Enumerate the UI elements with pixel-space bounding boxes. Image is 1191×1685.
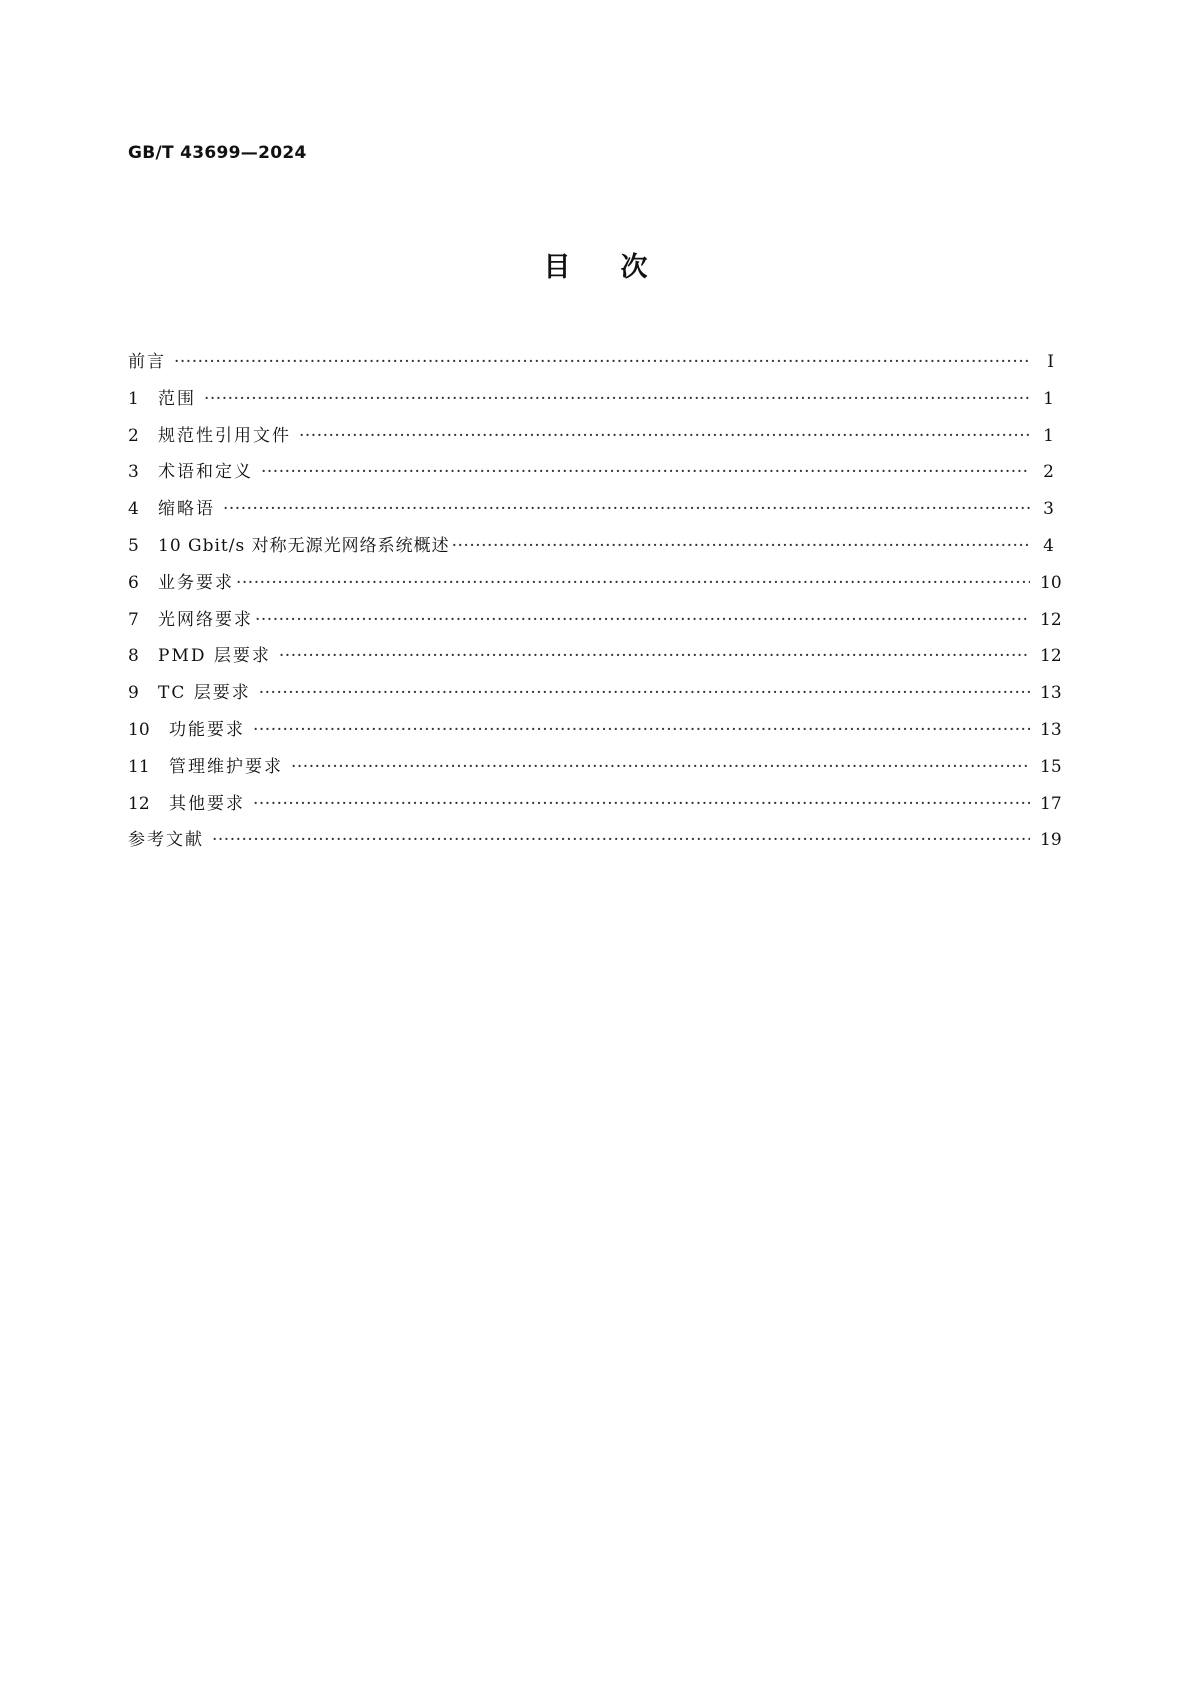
toc-entry-number: 2 bbox=[128, 425, 139, 446]
toc-entry-page: 10 bbox=[1040, 572, 1062, 593]
toc-entry-number: 11 bbox=[128, 756, 150, 777]
toc-entry-page: 15 bbox=[1040, 756, 1062, 777]
toc-entry-page: 13 bbox=[1040, 683, 1062, 704]
toc-entry-page: 1 bbox=[1043, 388, 1054, 409]
toc-leader-dots bbox=[204, 381, 1030, 418]
toc-entry-page: 1 bbox=[1043, 425, 1054, 446]
toc-entry-label: 业务要求 bbox=[158, 572, 234, 593]
toc-leader-dots bbox=[236, 565, 1030, 602]
toc-entry-number: 9 bbox=[128, 683, 139, 704]
toc-entry-label: 规范性引用文件 bbox=[158, 425, 291, 446]
toc-entry-label: 10 Gbit/s 对称无源光网络系统概述 bbox=[158, 535, 450, 556]
toc-entry-3[interactable] bbox=[128, 454, 1054, 491]
toc-leader-dots bbox=[253, 712, 1030, 749]
toc-entry-5[interactable] bbox=[128, 528, 1054, 565]
toc-leader-dots bbox=[261, 454, 1030, 491]
toc-entry-number: 5 bbox=[128, 535, 139, 556]
toc-entry-page: 12 bbox=[1040, 609, 1062, 630]
toc-entry-label: 功能要求 bbox=[169, 719, 245, 740]
toc-entry-page: 13 bbox=[1040, 719, 1062, 740]
toc-entry-page: 4 bbox=[1043, 535, 1054, 556]
toc-title: 目次 bbox=[543, 252, 698, 283]
toc-leader-dots bbox=[253, 786, 1030, 823]
toc-entry-number: 1 bbox=[128, 388, 139, 409]
toc-entry-4[interactable] bbox=[128, 491, 1054, 528]
toc-entry-number: 7 bbox=[128, 609, 139, 630]
toc-entry-label: 其他要求 bbox=[169, 793, 245, 814]
toc-entry-label: 管理维护要求 bbox=[169, 756, 283, 777]
toc-entry-label: 缩略语 bbox=[158, 499, 215, 520]
toc-leader-dots bbox=[291, 749, 1030, 786]
toc-entry-page: Ⅰ bbox=[1047, 352, 1054, 372]
toc-entry-label: 术语和定义 bbox=[158, 462, 253, 483]
toc-entry-foreword[interactable] bbox=[128, 344, 1054, 381]
toc-entry-7[interactable] bbox=[128, 602, 1062, 639]
toc-entry-11[interactable] bbox=[128, 749, 1062, 786]
toc-leader-dots bbox=[223, 491, 1030, 528]
toc-leader-dots bbox=[279, 638, 1030, 675]
toc-entry-1[interactable] bbox=[128, 381, 1054, 418]
toc-entry-10[interactable] bbox=[128, 712, 1062, 749]
toc-entry-references[interactable] bbox=[128, 822, 1062, 859]
toc-leader-dots bbox=[255, 602, 1030, 639]
toc-entry-number: 10 bbox=[128, 719, 150, 740]
toc-entry-6[interactable] bbox=[128, 565, 1062, 602]
standard-code: GB/T 43699—2024 bbox=[128, 143, 307, 163]
toc-entry-number: 12 bbox=[128, 793, 150, 814]
toc-entry-label: 光网络要求 bbox=[158, 609, 253, 630]
toc-entry-page: 2 bbox=[1043, 462, 1054, 483]
toc-entry-page: 19 bbox=[1040, 830, 1062, 851]
toc-leader-dots bbox=[212, 822, 1030, 859]
toc-entry-page: 17 bbox=[1040, 793, 1062, 814]
toc-entry-2[interactable] bbox=[128, 418, 1054, 455]
toc-entry-9[interactable] bbox=[128, 675, 1062, 712]
toc-entry-label: PMD 层要求 bbox=[158, 646, 271, 667]
toc-entry-label: 前言 bbox=[128, 352, 166, 372]
table-of-contents bbox=[128, 344, 1062, 859]
toc-entry-page: 12 bbox=[1040, 646, 1062, 667]
toc-entry-12[interactable] bbox=[128, 786, 1062, 823]
toc-entry-label: 范围 bbox=[158, 388, 196, 409]
toc-entry-label: 参考文献 bbox=[128, 830, 204, 851]
toc-entry-number: 6 bbox=[128, 572, 139, 593]
toc-leader-dots bbox=[259, 675, 1030, 712]
toc-entry-label: TC 层要求 bbox=[158, 683, 251, 704]
toc-leader-dots bbox=[174, 344, 1030, 381]
toc-entry-number: 3 bbox=[128, 462, 139, 483]
toc-entry-number: 8 bbox=[128, 646, 139, 667]
toc-entry-8[interactable] bbox=[128, 638, 1062, 675]
toc-leader-dots bbox=[299, 418, 1030, 455]
toc-entry-number: 4 bbox=[128, 499, 139, 520]
toc-entry-page: 3 bbox=[1043, 499, 1054, 520]
toc-leader-dots bbox=[452, 528, 1030, 565]
